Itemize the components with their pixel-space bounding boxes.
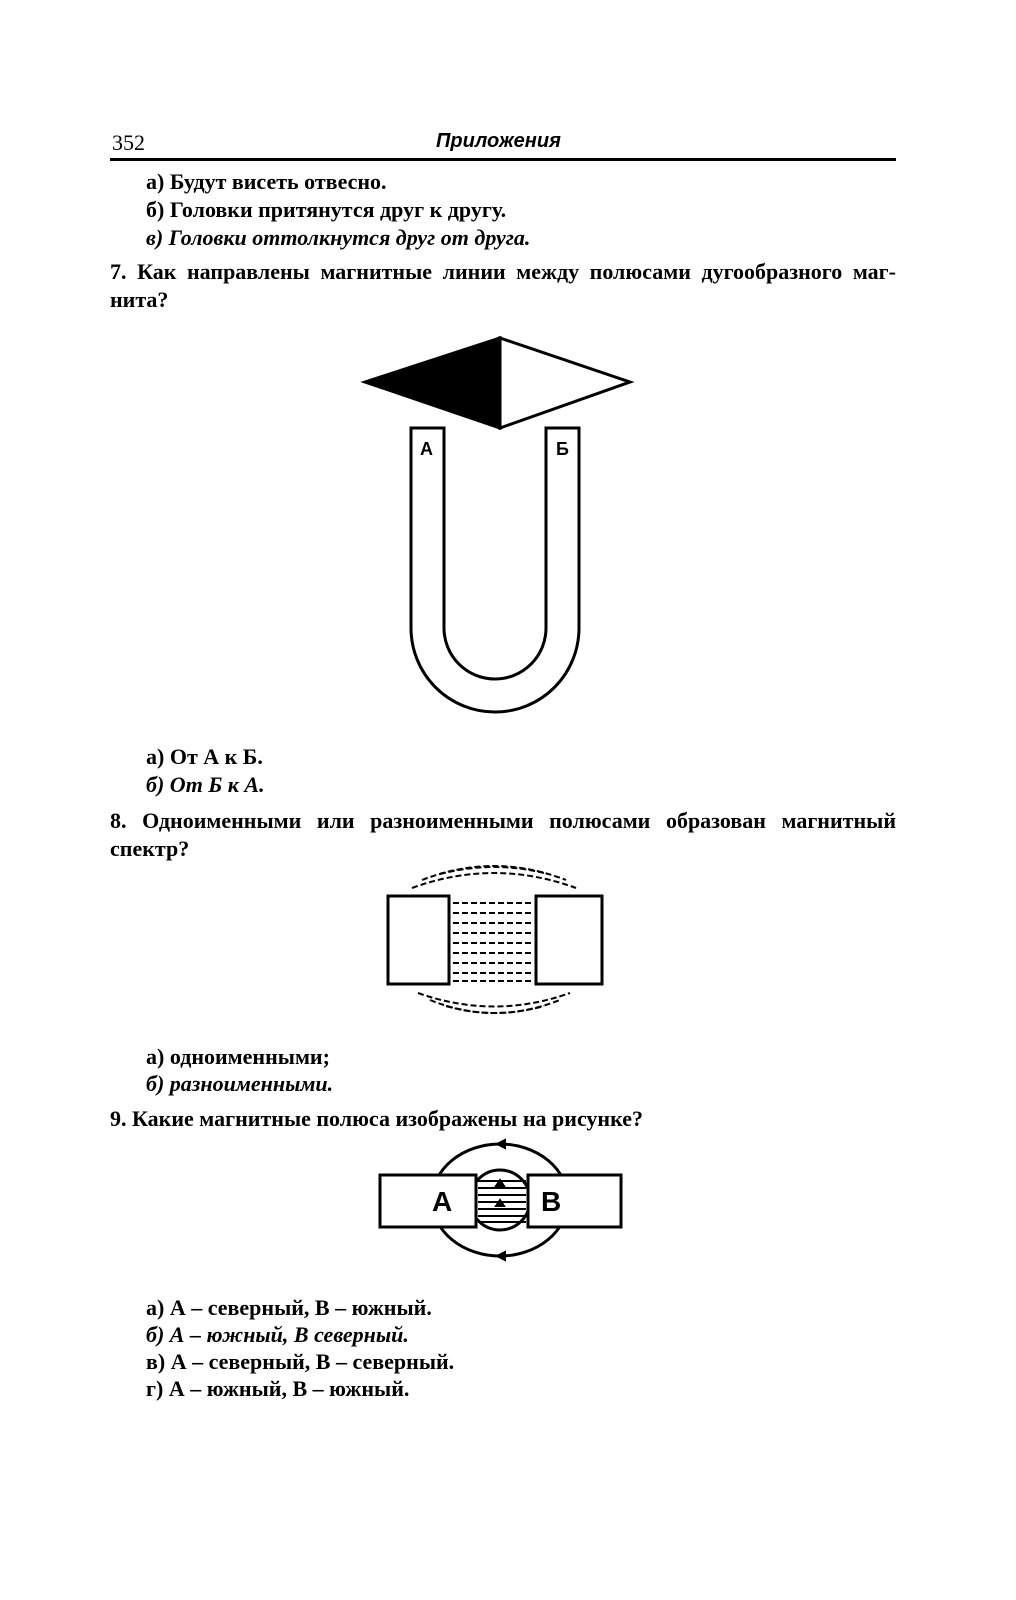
q8-text-line2: спектр? <box>110 836 190 861</box>
q8-magnet-left <box>388 896 449 984</box>
q7-compass-needle <box>365 338 630 428</box>
q9-field-lines <box>478 1140 526 1260</box>
q7-text-line2: нита? <box>110 287 169 312</box>
prev-answer-a: а) Будут висеть отвесно. <box>146 169 387 194</box>
q9-option-c: в) А – северный, В – северный. <box>146 1349 455 1374</box>
q8-text-line1: 8. Одноименными или разноименными полюсами образован магнитный <box>110 808 896 833</box>
q9-magnet-left <box>380 1175 476 1227</box>
q9-label-b: B <box>541 1186 562 1217</box>
q8-option-b: б) разноименными. <box>146 1071 334 1096</box>
q7-option-a: а) От А к Б. <box>146 744 263 769</box>
q7-option-b: б) От Б к А. <box>146 772 265 797</box>
q8-magnet-right <box>536 896 602 984</box>
q9-option-d: г) А – южный, В – южный. <box>146 1376 410 1401</box>
q7-text-line1: 7. Как направлены магнитные линии между полюсами дугообразного маг- <box>110 259 896 284</box>
q7-label-a: А <box>420 439 433 459</box>
q9-option-a: а) А – северный, В – южный. <box>146 1295 432 1320</box>
q9-text: 9. Какие магнитные полюса изображены на рисунке? <box>110 1106 643 1131</box>
page-number: 352 <box>112 130 145 155</box>
prev-answer-b: б) Головки притянутся друг к другу. <box>146 197 507 222</box>
q9-label-a: A <box>432 1186 453 1217</box>
q9-option-b: б) А – южный, В северный. <box>146 1322 409 1347</box>
q7-label-b: Б <box>556 439 569 459</box>
prev-answer-c: в) Головки оттолкнутся друг от друга. <box>146 225 531 250</box>
q7-horseshoe-magnet <box>411 428 579 712</box>
running-title: Приложения <box>436 130 561 152</box>
q8-option-a: а) одноименными; <box>146 1044 330 1069</box>
